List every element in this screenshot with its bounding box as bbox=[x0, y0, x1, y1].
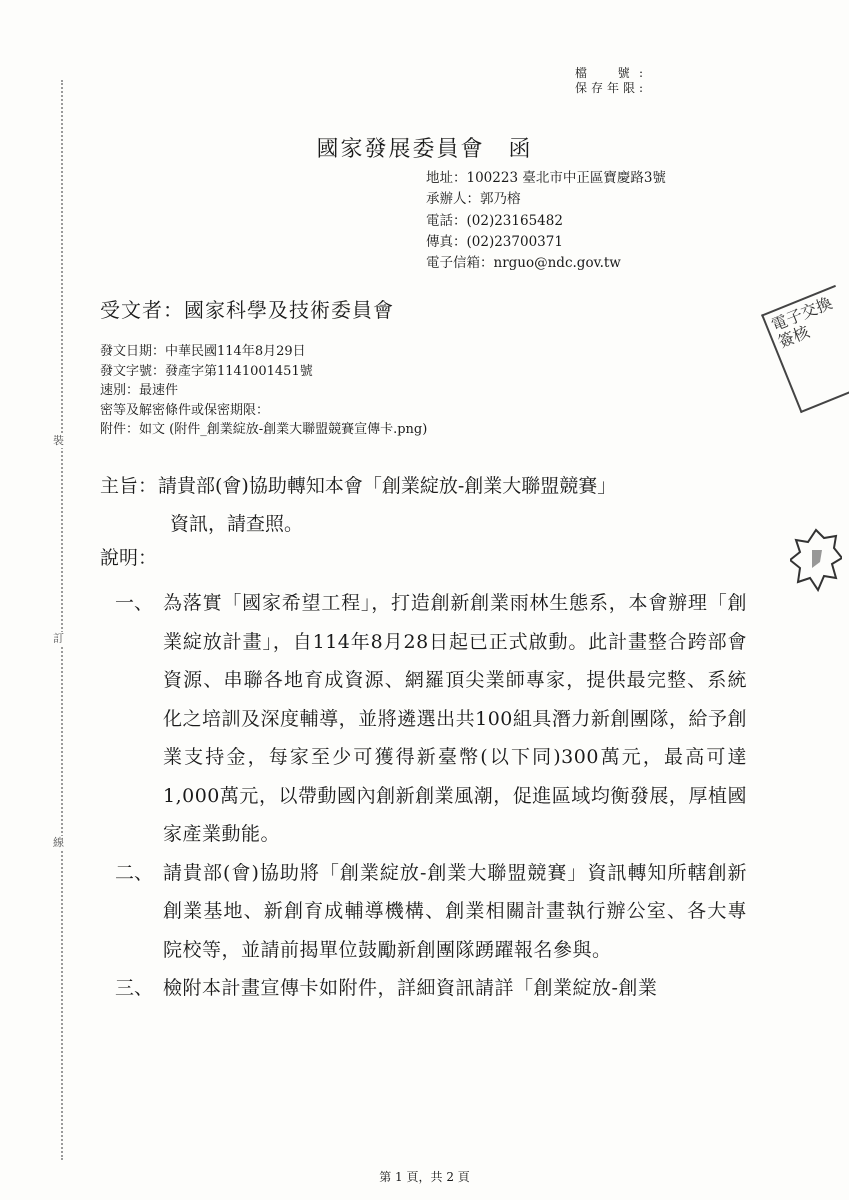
item-number: 三、 bbox=[115, 977, 154, 999]
document-title: 國家發展委員會 函 bbox=[316, 137, 533, 162]
sender-handler: 承辦人：郭乃榕 bbox=[426, 191, 521, 208]
binding-margin-line bbox=[61, 80, 63, 1160]
item-text: 檢附本計畫宣傳卡如附件，詳細資訊請詳「創業綻放-創業 bbox=[163, 977, 658, 999]
item-text: 為落實「國家希望工程」，打造創新創業雨林生態系，本會辦理「創業綻放計畫」，自114年8月28日起已正式啟動。此計畫整合跨部會資源、串聯各地育成資源、網羅頂尖業師專家，提供最完整、系統化之培訓及深度輔導，並將遴選出共100組具潛力新創團隊，給予創業支持金，每家至少可獲得新臺幣(以下同)300萬元，最高可達1,000萬元，以帶動國內創新創業風潮，促進區域均衡發展，厚植國家產業動能。 bbox=[163, 592, 747, 845]
sender-address: 地址：100223 臺北市中正區寶慶路3號 bbox=[426, 170, 666, 186]
recipient: 受文者：國家科學及技術委員會 bbox=[100, 298, 394, 322]
speed-class: 速別：最速件 bbox=[100, 383, 179, 398]
document-number: 發文字號：發產字第1141001451號 bbox=[100, 363, 313, 379]
item-number: 一、 bbox=[115, 592, 154, 614]
binding-char-zhuang: 裝 bbox=[53, 434, 64, 447]
page-footer: 第 1 頁，共 2 頁 bbox=[379, 1170, 470, 1184]
attachment-info: 附件：如文 (附件_創業綻放-創業大聯盟競賽宣傳卡.png) bbox=[100, 422, 428, 437]
retention-period-label: 保存年限: bbox=[575, 81, 643, 95]
binding-char-xian: 線 bbox=[53, 836, 64, 849]
file-number-label: 檔 號: bbox=[575, 66, 643, 80]
subject-line-1: 請貴部(會)協助轉知本會「創業綻放-創業大聯盟競賽」 bbox=[158, 475, 617, 497]
issue-date: 發文日期：中華民國114年8月29日 bbox=[100, 344, 306, 359]
subject-label: 主旨： bbox=[100, 475, 158, 497]
item-text: 請貴部(會)協助將「創業綻放-創業大聯盟競賽」資訊轉知所轄創新創業基地、新創育成輔導機構、創業相關計畫執行辦公室、各大專院校等，並請前揭單位鼓勵新創團隊踴躍報名參與。 bbox=[163, 861, 747, 961]
subject-line-2: 資訊，請查照。 bbox=[170, 513, 304, 535]
sender-info bbox=[426, 168, 666, 274]
electronic-exchange-stamp: 電子交換簽核 bbox=[761, 285, 849, 413]
document-meta bbox=[100, 342, 427, 440]
explanation-item bbox=[115, 584, 747, 854]
binding-char-ding: 訂 bbox=[53, 632, 64, 645]
explanation-item bbox=[115, 969, 747, 1008]
subject-section bbox=[100, 467, 738, 543]
file-info bbox=[575, 66, 643, 96]
decorative-seal-mark bbox=[790, 528, 842, 592]
item-number: 二、 bbox=[115, 861, 154, 884]
explanation-label: 說明： bbox=[100, 547, 158, 569]
sender-phone: 電話：(02)23165482 bbox=[426, 212, 563, 229]
explanation-items bbox=[115, 584, 747, 1008]
sender-fax: 傳真：(02)23700371 bbox=[426, 233, 563, 250]
explanation-item bbox=[115, 854, 747, 970]
sender-email: 電子信箱：nrguo@ndc.gov.tw bbox=[426, 255, 621, 272]
secrecy-level: 密等及解密條件或保密期限： bbox=[100, 402, 270, 418]
